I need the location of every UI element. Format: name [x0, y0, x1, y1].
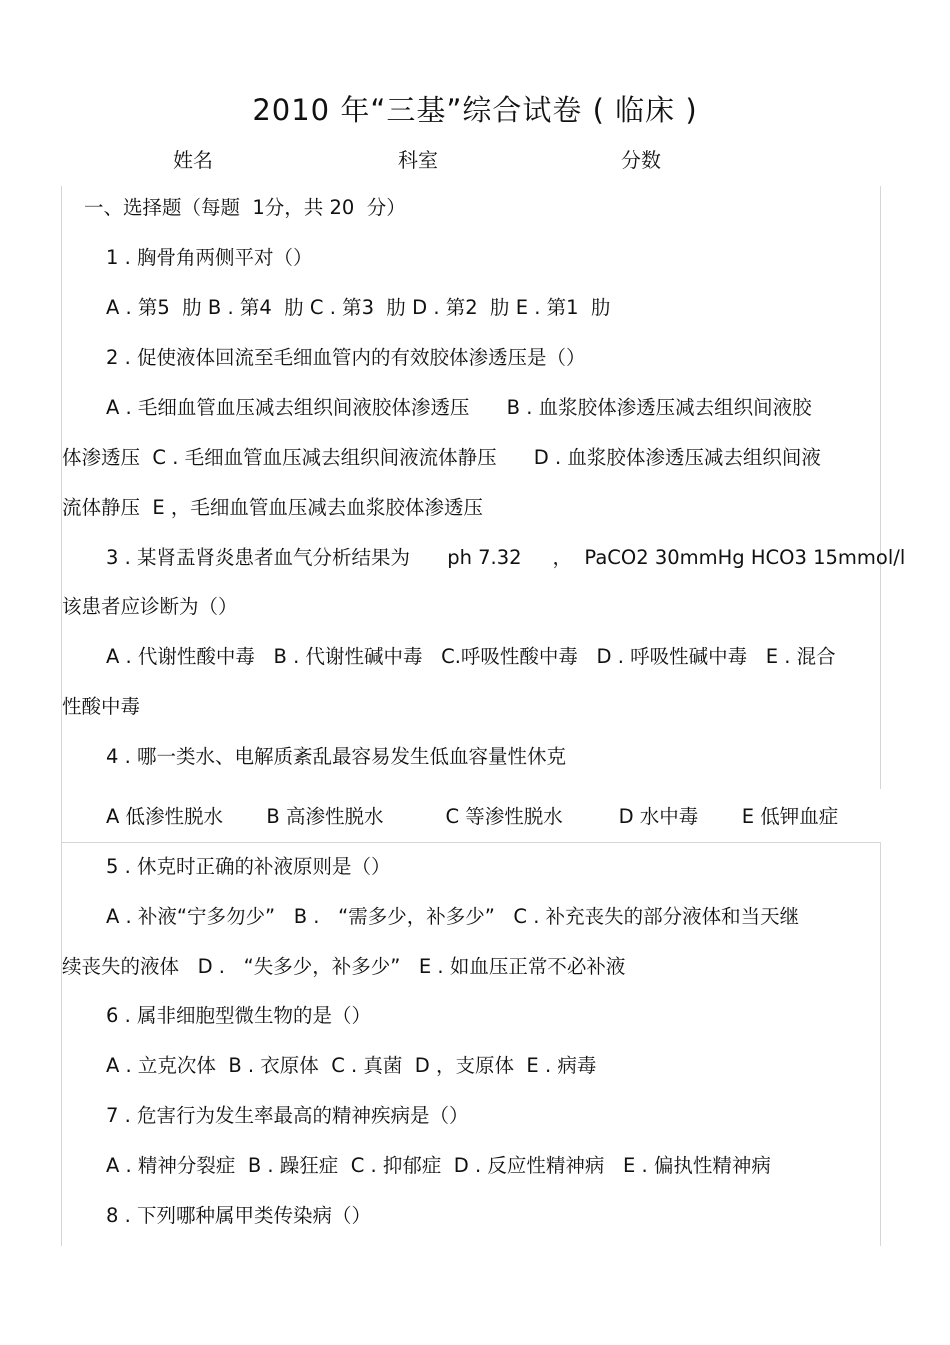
question-2-options-line-2: 体渗透压 C . 毛细血管血压减去组织间液流体静压 D . 血浆胶体渗透压减去组织间液 [62, 446, 821, 469]
question-7: 7 . 危害行为发生率最高的精神疾病是（） [106, 1104, 469, 1127]
question-6: 6 . 属非细胞型微生物的是（） [106, 1004, 372, 1027]
question-8: 8 . 下列哪种属甲类传染病（） [106, 1204, 372, 1227]
question-2-options-line-1: A . 毛细血管血压减去组织间液胶体渗透压 B . 血浆胶体渗透压减去组织间液胶 [106, 396, 812, 419]
question-4: 4 . 哪一类水、电解质紊乱最容易发生低血容量性休克 [106, 745, 567, 768]
question-6-options: A . 立克次体 B . 衣原体 C . 真菌 D ，支原体 E . 病毒 [106, 1054, 597, 1077]
question-4-options: A 低渗性脱水 B 高渗性脱水 C 等渗性脱水 D 水中毒 E 低钾血症 [106, 805, 839, 828]
box-border-right-bottom [880, 842, 881, 1246]
question-1-options: A . 第5 肋 B . 第4 肋 C . 第3 肋 D . 第2 肋 E . 第1 肋 [106, 296, 611, 319]
question-3-continued: 该患者应诊断为（） [62, 595, 238, 618]
question-5-options-line-2: 续丧失的液体 D . “失多少，补多少” E . 如血压正常不必补液 [62, 955, 626, 978]
department-label: 科室 [398, 148, 438, 172]
question-7-options: A . 精神分裂症 B . 躁狂症 C . 抑郁症 D . 反应性精神病 E . 偏执性精神病 [106, 1154, 771, 1177]
question-2: 2 . 促使液体回流至毛细血管内的有效胶体渗透压是（） [106, 346, 586, 369]
section-heading: 一、选择题（每题 1分，共 20 分） [84, 196, 406, 219]
score-label: 分数 [621, 148, 661, 172]
question-2-options-line-3: 流体静压 E ，毛细血管血压减去血浆胶体渗透压 [62, 496, 483, 519]
question-3-options-line-2: 性酸中毒 [62, 695, 141, 718]
question-5-options-line-1: A . 补液“宁多勿少” B . “需多少，补多少” C . 补充丧失的部分液体和当天继 [106, 905, 800, 928]
question-3-options-line-1: A . 代谢性酸中毒 B . 代谢性碱中毒 C.呼吸性酸中毒 D . 呼吸性碱中毒 E . 混合 [106, 645, 836, 668]
name-label: 姓名 [173, 148, 213, 172]
box-border-right-top [880, 186, 881, 789]
question-5: 5 . 休克时正确的补液原则是（） [106, 855, 391, 878]
question-1: 1 . 胸骨角两侧平对（） [106, 246, 313, 269]
page-title: 2010 年“三基”综合试卷 ( 临床 ) [252, 93, 698, 127]
question-3: 3 . 某肾盂肾炎患者血气分析结果为 ph 7.32 ， PaCO2 30mmHg HCO3 15mmol/l [106, 546, 906, 569]
box-border-mid [61, 842, 881, 843]
